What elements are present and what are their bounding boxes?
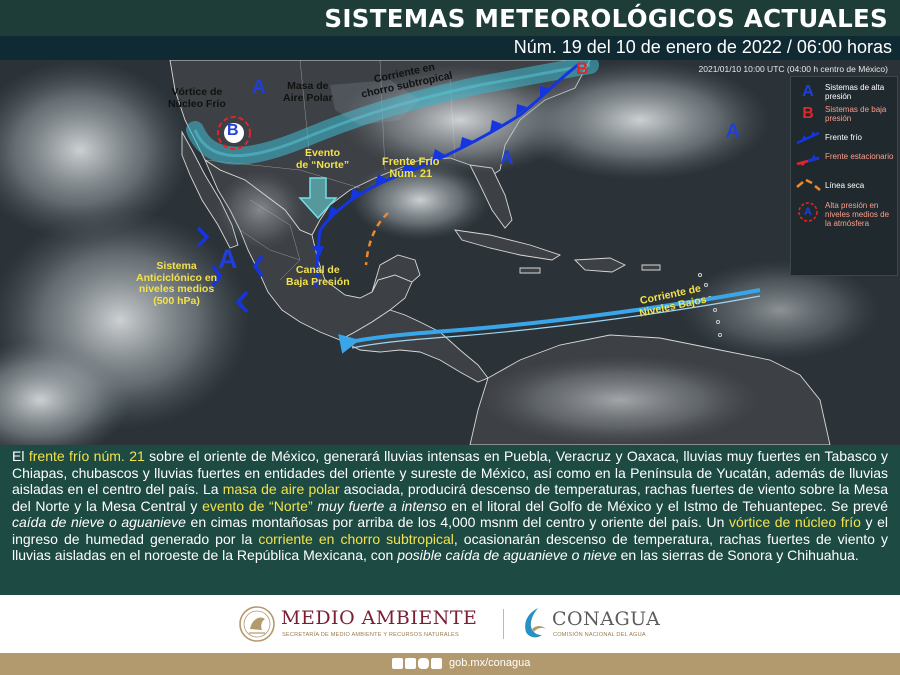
legend-dry-line-text: Línea seca — [825, 181, 865, 190]
page-title: SISTEMAS METEOROLÓGICOS ACTUALES — [324, 4, 888, 33]
social-icons — [392, 658, 448, 670]
desc-part-15: , ocasionarán descenso de temperatura, rachas fuertes de viento y lluvias aisladas en el noroeste de la República Mexicana, con — [12, 530, 888, 563]
instagram-icon[interactable] — [418, 658, 429, 669]
legend-low-text: Sistemas de baja presión — [825, 105, 887, 123]
conagua-subtitle: COMISIÓN NACIONAL DEL AGUA — [553, 632, 646, 638]
facebook-icon[interactable] — [392, 658, 403, 669]
website-link[interactable]: gob.mx/conagua — [449, 657, 531, 669]
high-pressure-symbol-atlantic: A — [726, 121, 740, 142]
map-graphics — [0, 60, 900, 445]
desc-highlight-evento-norte: evento de “Norte” — [202, 497, 313, 514]
legend-item-stationary-front — [791, 150, 897, 172]
conagua-logo-text: CONAGUA — [552, 608, 661, 630]
label-sistema-anticiclonico: Sistema Anticiclónico en niveles medios (500 hPa) — [136, 260, 218, 307]
forecast-description — [0, 445, 900, 595]
desc-highlight-frente-frio: frente frío núm. 21 — [28, 448, 145, 464]
desc-italic-aguanieve: posible caída de aguanieve o nieve — [397, 547, 617, 563]
legend-low-symbol: B — [802, 105, 814, 122]
label-corriente-niveles-bajos: Corriente de Niveles Bajos — [638, 282, 708, 320]
desc-part-13: y el ingreso de humedad generado por la — [12, 514, 888, 547]
logo-divider — [503, 609, 504, 639]
high-pressure-symbol-northwest: A — [252, 77, 266, 98]
subheader-bar — [0, 36, 900, 60]
header-bar — [0, 0, 900, 36]
twitter-icon[interactable] — [405, 658, 416, 669]
legend-cold-front-text: Frente frío — [825, 133, 862, 142]
legend-high-symbol: A — [802, 83, 814, 100]
low-pressure-symbol-northeast: B — [576, 60, 589, 78]
desc-italic-nieve: caída de nieve o aguanieve — [12, 514, 186, 530]
map-timestamp: 2021/01/10 10:00 UTC (04:00 h centro de México) — [698, 64, 888, 74]
label-vortice: Vórtice de Núcleo Frío — [168, 86, 226, 110]
semarnat-subtitle: SECRETARÍA DE MEDIO AMBIENTE Y RECURSOS NATURALES — [282, 632, 459, 638]
dry-line-icon — [795, 177, 821, 195]
desc-highlight-corriente-chorro: corriente en chorro subtropical — [258, 530, 454, 547]
label-canal-baja-presion: Canal de Baja Presión — [286, 264, 350, 288]
stationary-front-icon — [795, 152, 821, 170]
legend-mid-high-symbol: A — [804, 206, 812, 218]
legend-item-cold-front — [791, 127, 897, 149]
mexico-seal-icon — [238, 603, 276, 645]
footer-logos — [0, 595, 900, 653]
bottom-bar — [0, 653, 900, 675]
label-masa-aire-polar: Masa de Aire Polar — [283, 80, 333, 104]
forecast-paragraph — [12, 448, 888, 564]
legend-high-text: Sistemas de alta presión — [825, 83, 885, 101]
legend-item-high — [791, 81, 897, 103]
label-frente-frio: Frente Frío Núm. 21 — [382, 156, 440, 180]
map-legend — [790, 76, 898, 276]
bulletin-number-date: Núm. 19 del 10 de enero de 2022 / 06:00 horas — [513, 37, 892, 57]
desc-part-17: en las sierras de Sonora y Chihuahua. — [616, 547, 859, 563]
desc-part-09: en el litoral del Golfo de México y el Istmo de Tehuantepec. Se prevé — [446, 497, 889, 514]
cold-front-icon — [795, 129, 821, 147]
legend-item-mid-high — [791, 199, 897, 228]
desc-italic-intensidad: muy fuerte a intenso — [317, 497, 447, 514]
high-pressure-symbol-florida: A — [500, 148, 514, 169]
label-evento-norte: Evento de “Norte” — [296, 147, 350, 171]
legend-stationary-front-text: Frente estacionario — [825, 152, 894, 161]
low-pressure-symbol-vortex: B — [227, 122, 239, 139]
legend-item-low — [791, 103, 897, 125]
desc-part-11: en cimas montañosas por arriba de los 4,000 msnm del centro y oriente del país. Un — [185, 514, 729, 530]
desc-highlight-vortice: vórtice de núcleo frío — [728, 514, 861, 530]
desc-part-05: asociada, producirá descenso de temperaturas, rachas fuertes de viento sobre la Mesa del Norte y la Mesa Central y — [12, 481, 889, 514]
medio-ambiente-logo-text: MEDIO AMBIENTE — [281, 607, 478, 629]
label-corriente-chorro: Corriente en chorro subtropical — [360, 60, 454, 101]
desc-part-03: sobre el oriente de México, generará lluvias intensas en Puebla, Veracruz y Oaxaca, lluvias muy fuertes en Tabasco y Chiapas, chubascos y lluvias fuertes en entidades del oriente y sureste de México, así como en la Península de Yucatán, además de lluvias aisladas en el centro del país. La — [12, 448, 889, 497]
satellite-map — [0, 60, 900, 445]
conagua-logo-icon — [518, 605, 548, 641]
legend-mid-high-text: Alta presión en niveles medios de la atmósfera — [825, 201, 890, 228]
desc-part-01: El — [12, 448, 29, 464]
desc-highlight-masa-aire: masa de aire polar — [222, 481, 340, 497]
legend-item-dry-line — [791, 175, 897, 197]
high-pressure-symbol-pacific: A — [218, 244, 238, 274]
youtube-icon[interactable] — [431, 658, 442, 669]
